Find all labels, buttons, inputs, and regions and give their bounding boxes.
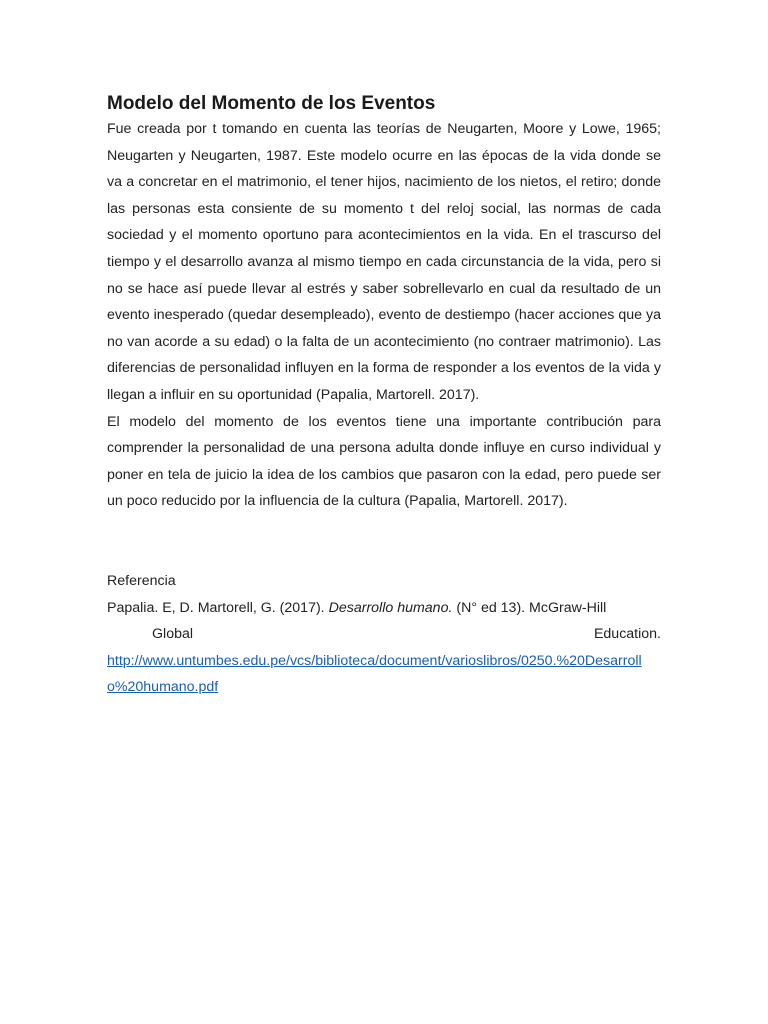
reference-authors: Papalia. E, D. Martorell, G. (2017). bbox=[107, 599, 325, 616]
section-spacer bbox=[107, 515, 661, 568]
reference-publisher-word-2: Education. bbox=[593, 626, 661, 643]
reference-url-link[interactable]: http://www.untumbes.edu.pe/vcs/biblioteca/document/varioslibros/0250.%20Desarrollo%20humano.pdf bbox=[107, 652, 642, 696]
body-paragraph-1: Fue creada por t tomando en cuenta las teorías de Neugarten, Moore y Lowe, 1965; Neugarten y Neugarten, 1987. Este modelo ocurre en las épocas de la vida donde se va a concretar en el matrimonio, el tener hijos, nacimiento de los nietos, el retiro; donde las personas esta consiente de su momento t del reloj social, las normas de cada sociedad y el momento oportuno para acontecimientos en la vida. En el trascurso del tiempo y el desarrollo avanza al mismo tiempo en cada circunstancia de la vida, pero si no se hace así puede llevar al estrés y saber sobrellevarlo en cual da resultado de un evento inesperado (quedar desempleado), evento de destiempo (hacer acciones que ya no van acorde a su edad) o la falta de un acontecimiento (no contraer matrimonio). Las diferencias de personalidad influyen en la forma de responder a los eventos de la vida y llegan a influir en su oportunidad (Papalia, Martorell. 2017). bbox=[107, 121, 661, 403]
body-paragraph-2: El modelo del momento de los eventos tiene una importante contribución para comprender la personalidad de una persona adulta donde influye en curso individual y poner en tela de juicio la idea de los cambios que pasaron con la edad, pero puede ser un poco reducido por la influencia de la cultura (Papalia, Martorell. 2017). bbox=[107, 413, 661, 510]
reference-publisher-word-1: Global bbox=[152, 626, 194, 643]
document-title: Modelo del Momento de los Eventos bbox=[107, 93, 436, 114]
reference-second-line bbox=[107, 621, 661, 648]
references-heading: Referencia bbox=[107, 572, 176, 589]
reference-edition-publisher: (N° ed 13). McGraw-Hill bbox=[456, 599, 607, 616]
reference-entry bbox=[107, 595, 661, 701]
document-page bbox=[107, 92, 661, 701]
reference-book-title: Desarrollo humano. bbox=[328, 599, 453, 616]
reference-first-line bbox=[107, 595, 661, 622]
